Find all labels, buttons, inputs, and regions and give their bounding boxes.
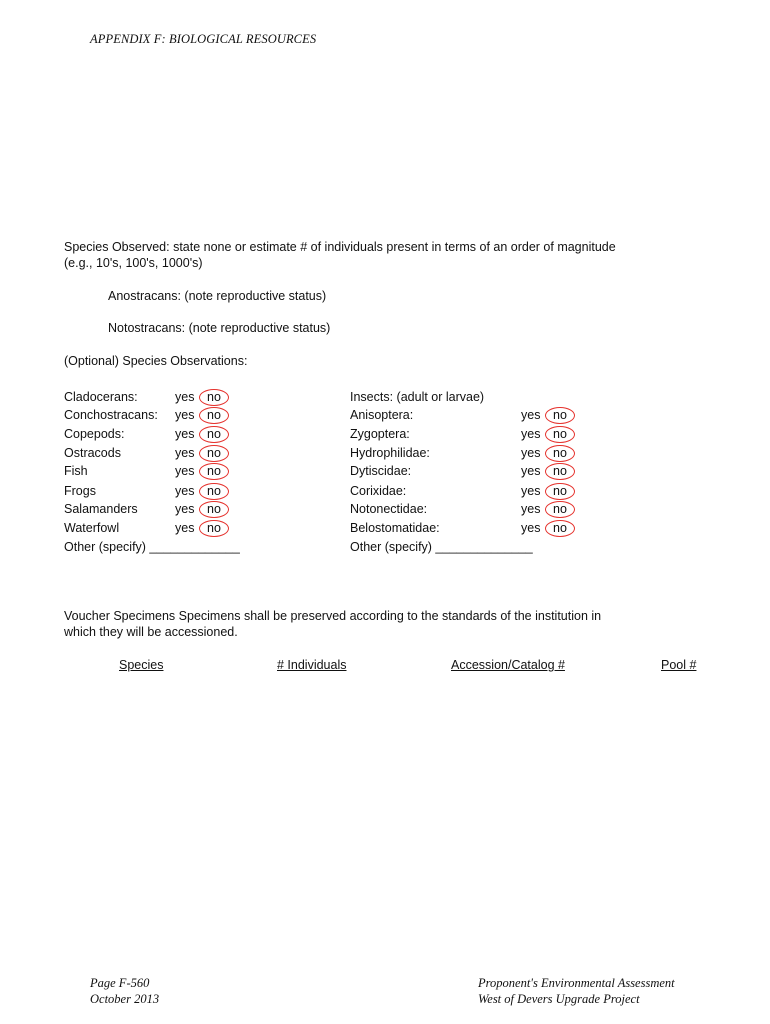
column-header-accession: Accession/Catalog # xyxy=(451,658,565,672)
left-item-yesno xyxy=(175,462,221,480)
no-option-circled[interactable]: no xyxy=(199,520,229,537)
no-option-circled[interactable]: no xyxy=(545,426,575,443)
left-item-label: Waterfowl xyxy=(64,521,120,535)
yes-option[interactable]: yes xyxy=(521,427,541,441)
no-option-circled[interactable]: no xyxy=(199,407,229,424)
yes-option[interactable]: yes xyxy=(175,484,195,498)
species-observed-instructions: Species Observed: state none or estimate # of individuals present in terms of an order of magnitude (e.g., 10's, 100's, 1000's) xyxy=(64,240,616,270)
no-option-circled[interactable]: no xyxy=(545,407,575,424)
footer-page-number: Page F-560 xyxy=(90,976,150,990)
footer-project-name: West of Devers Upgrade Project xyxy=(478,992,640,1006)
left-item-label: Salamanders xyxy=(64,502,138,516)
no-option-circled[interactable]: no xyxy=(545,463,575,480)
yes-option[interactable]: yes xyxy=(521,502,541,516)
no-option-circled[interactable]: no xyxy=(545,483,575,500)
right-item-label: Zygoptera: xyxy=(350,427,410,441)
yes-option[interactable]: yes xyxy=(175,464,195,478)
appendix-header: APPENDIX F: BIOLOGICAL RESOURCES xyxy=(90,32,317,46)
no-option-circled[interactable]: no xyxy=(199,445,229,462)
yes-option[interactable]: yes xyxy=(175,408,195,422)
notostracans-label: Notostracans: (note reproductive status) xyxy=(108,321,331,335)
right-item-yesno xyxy=(521,462,567,480)
column-header-individuals: # Individuals xyxy=(277,658,347,672)
no-option-circled[interactable]: no xyxy=(199,501,229,518)
no-option-circled[interactable]: no xyxy=(545,520,575,537)
no-option-circled[interactable]: no xyxy=(199,426,229,443)
yes-option[interactable]: yes xyxy=(521,446,541,460)
column-header-pool: Pool # xyxy=(661,658,697,672)
yes-option[interactable]: yes xyxy=(521,408,541,422)
left-item-yesno xyxy=(175,482,221,500)
right-item-yesno xyxy=(521,519,567,537)
yes-option[interactable]: yes xyxy=(175,521,195,535)
right-item-label: Dytiscidae: xyxy=(350,464,412,478)
left-item-yesno xyxy=(175,425,221,443)
right-other-specify[interactable]: Other (specify) ______________ xyxy=(350,540,533,554)
no-option-circled[interactable]: no xyxy=(199,463,229,480)
voucher-specimens-text: Voucher Specimens Specimens shall be preserved according to the standards of the institution in which they will be accessioned. xyxy=(64,609,602,639)
left-item-label: Frogs xyxy=(64,484,96,498)
left-item-label: Conchostracans: xyxy=(64,408,158,422)
right-item-label: Anisoptera: xyxy=(350,408,414,422)
no-option-circled[interactable]: no xyxy=(199,483,229,500)
no-option-circled[interactable]: no xyxy=(545,501,575,518)
right-item-label: Corixidae: xyxy=(350,484,407,498)
right-item-yesno xyxy=(521,444,567,462)
left-item-label: Fish xyxy=(64,464,88,478)
yes-option[interactable]: yes xyxy=(175,502,195,516)
right-item-yesno xyxy=(521,425,567,443)
footer-document-title: Proponent's Environmental Assessment xyxy=(478,976,675,990)
yes-option[interactable]: yes xyxy=(175,446,195,460)
right-item-label: Belostomatidae: xyxy=(350,521,440,535)
right-item-yesno xyxy=(521,406,567,424)
yes-option[interactable]: yes xyxy=(175,390,195,404)
yes-option[interactable]: yes xyxy=(521,521,541,535)
left-item-yesno xyxy=(175,444,221,462)
no-option-circled[interactable]: no xyxy=(199,389,229,406)
insects-heading: Insects: (adult or larvae) xyxy=(350,390,485,404)
left-other-specify[interactable]: Other (specify) _____________ xyxy=(64,540,240,554)
footer-date: October 2013 xyxy=(90,992,160,1006)
left-item-label: Cladocerans: xyxy=(64,390,138,404)
left-item-yesno xyxy=(175,519,221,537)
right-item-yesno xyxy=(521,500,567,518)
right-item-yesno xyxy=(521,482,567,500)
left-item-label: Ostracods xyxy=(64,446,121,460)
optional-observations-heading: (Optional) Species Observations: xyxy=(64,354,248,368)
anostracans-label: Anostracans: (note reproductive status) xyxy=(108,289,327,303)
left-item-label: Copepods: xyxy=(64,427,125,441)
right-item-label: Hydrophilidae: xyxy=(350,446,430,460)
yes-option[interactable]: yes xyxy=(175,427,195,441)
no-option-circled[interactable]: no xyxy=(545,445,575,462)
column-header-species: Species xyxy=(119,658,164,672)
left-item-yesno xyxy=(175,500,221,518)
left-item-yesno xyxy=(175,406,221,424)
yes-option[interactable]: yes xyxy=(521,484,541,498)
yes-option[interactable]: yes xyxy=(521,464,541,478)
right-item-label: Notonectidae: xyxy=(350,502,428,516)
left-item-yesno xyxy=(175,388,221,406)
